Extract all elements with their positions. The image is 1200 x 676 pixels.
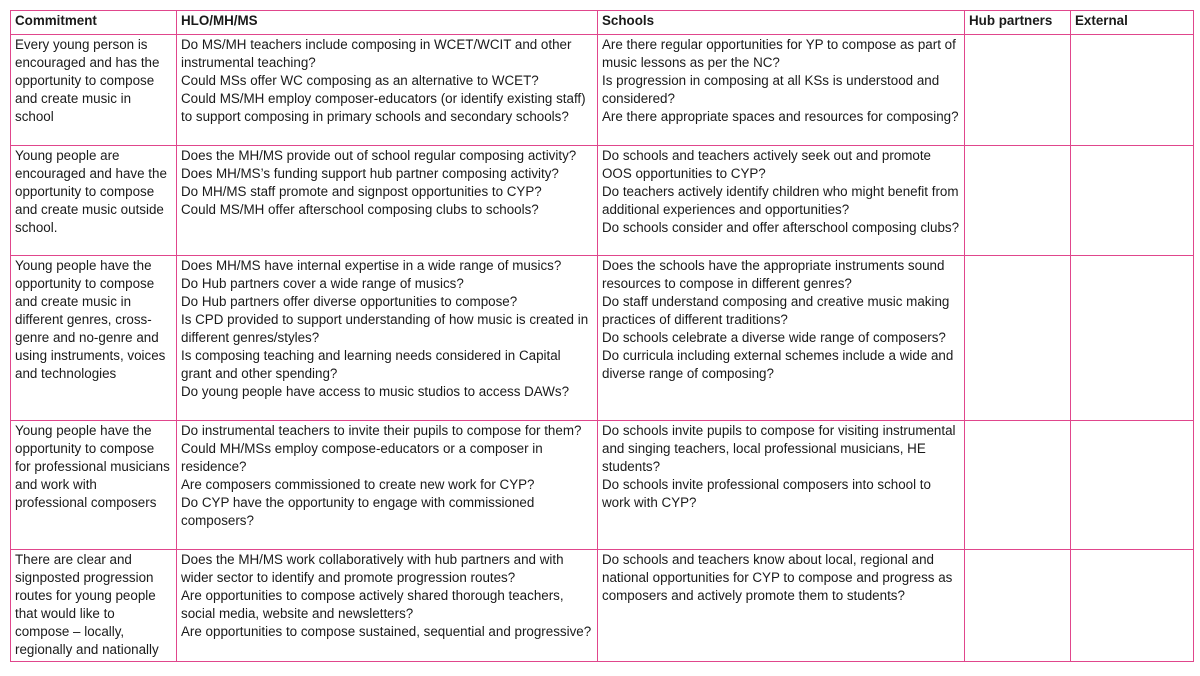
question-text: Is composing teaching and learning needs considered in Capital grant and other spending?	[181, 348, 561, 381]
hub-partners-cell	[965, 550, 1071, 662]
question-text: Do Hub partners cover a wide range of musics?	[181, 276, 464, 291]
question-text: Could MH/MSs employ compose-educators or a composer in residence?	[181, 441, 543, 474]
header-external: External	[1071, 11, 1194, 35]
table-row	[11, 256, 1194, 421]
question-text: Are there appropriate spaces and resources for composing?	[602, 109, 959, 124]
hlo-cell	[177, 256, 598, 421]
commitment-cell: Young people are encouraged and have the opportunity to compose and create music outside school.	[11, 146, 177, 256]
header-hub-partners: Hub partners	[965, 11, 1071, 35]
schools-cell	[598, 550, 965, 662]
question-text: Does the MH/MS provide out of school regular composing activity?	[181, 148, 577, 163]
question-text: Do schools invite professional composers into school to work with CYP?	[602, 477, 931, 510]
table-row	[11, 146, 1194, 256]
table-row	[11, 421, 1194, 550]
question-text: Do curricula including external schemes include a wide and diverse range of composing?	[602, 348, 954, 381]
question-text: Does the schools have the appropriate instruments sound resources to compose in different genres?	[602, 258, 945, 291]
question-text: Do MS/MH teachers include composing in WCET/WCIT and other instrumental teaching?	[181, 37, 572, 70]
question-text: Do schools invite pupils to compose for visiting instrumental and singing teachers, local professional musicians, HE students?	[602, 423, 956, 474]
question-text: Do schools consider and offer afterschool composing clubs?	[602, 220, 960, 235]
question-text: Could MS/MH offer afterschool composing clubs to schools?	[181, 202, 539, 217]
question-text: Could MSs offer WC composing as an alternative to WCET?	[181, 73, 539, 88]
hlo-cell	[177, 421, 598, 550]
question-text: Do Hub partners offer diverse opportunities to compose?	[181, 294, 518, 309]
schools-cell	[598, 421, 965, 550]
commitment-cell: Young people have the opportunity to compose and create music in different genres, cross-genre and no-genre and using instruments, voices and technologies	[11, 256, 177, 421]
external-cell	[1071, 421, 1194, 550]
external-cell	[1071, 256, 1194, 421]
question-text: Do MH/MS staff promote and signpost opportunities to CYP?	[181, 184, 542, 199]
question-text: Are composers commissioned to create new work for CYP?	[181, 477, 535, 492]
question-text: Could MS/MH employ composer-educators (or identify existing staff) to support composing in primary schools and secondary schools?	[181, 91, 586, 124]
hlo-cell	[177, 550, 598, 662]
commitment-cell: Young people have the opportunity to compose for professional musicians and work with professional composers	[11, 421, 177, 550]
hub-partners-cell	[965, 421, 1071, 550]
question-text: Is CPD provided to support understanding of how music is created in different genres/styles?	[181, 312, 589, 345]
commitment-cell: There are clear and signposted progression routes for young people that would like to compose – locally, regionally and nationally	[11, 550, 177, 662]
schools-cell	[598, 35, 965, 146]
external-cell	[1071, 35, 1194, 146]
commitments-table	[10, 10, 1194, 662]
question-text: Do staff understand composing and creative music making practices of different traditions?	[602, 294, 950, 327]
question-text: Do schools and teachers actively seek out and promote OOS opportunities to CYP?	[602, 148, 931, 181]
question-text: Are there regular opportunities for YP to compose as part of music lessons as per the NC?	[602, 37, 956, 70]
question-text: Are opportunities to compose sustained, sequential and progressive?	[181, 624, 592, 639]
schools-cell	[598, 256, 965, 421]
commitment-cell: Every young person is encouraged and has the opportunity to compose and create music in school	[11, 35, 177, 146]
question-text: Is progression in composing at all KSs is understood and considered?	[602, 73, 940, 106]
question-text: Does MH/MS’s funding support hub partner composing activity?	[181, 166, 559, 181]
hlo-cell	[177, 35, 598, 146]
question-text: Are opportunities to compose actively shared thorough teachers, social media, website and newsletters?	[181, 588, 564, 621]
table-row	[11, 35, 1194, 146]
table-row	[11, 550, 1194, 662]
hub-partners-cell	[965, 146, 1071, 256]
question-text: Do young people have access to music studios to access DAWs?	[181, 384, 570, 399]
hub-partners-cell	[965, 256, 1071, 421]
schools-cell	[598, 146, 965, 256]
hlo-cell	[177, 146, 598, 256]
header-hlo-mh-ms: HLO/MH/MS	[177, 11, 598, 35]
external-cell	[1071, 550, 1194, 662]
header-schools: Schools	[598, 11, 965, 35]
question-text: Does the MH/MS work collaboratively with hub partners and with wider sector to identify and promote progression routes?	[181, 552, 564, 585]
header-row	[11, 11, 1194, 35]
hub-partners-cell	[965, 35, 1071, 146]
question-text: Do instrumental teachers to invite their pupils to compose for them?	[181, 423, 582, 438]
question-text: Does MH/MS have internal expertise in a wide range of musics?	[181, 258, 562, 273]
question-text: Do CYP have the opportunity to engage with commissioned composers?	[181, 495, 535, 528]
question-text: Do teachers actively identify children who might benefit from additional experiences and opportunities?	[602, 184, 959, 217]
question-text: Do schools and teachers know about local, regional and national opportunities for CYP to compose and progress as composers and actively promote them to students?	[602, 552, 953, 603]
external-cell	[1071, 146, 1194, 256]
header-commitment: Commitment	[11, 11, 177, 35]
question-text: Do schools celebrate a diverse wide range of composers?	[602, 330, 946, 345]
